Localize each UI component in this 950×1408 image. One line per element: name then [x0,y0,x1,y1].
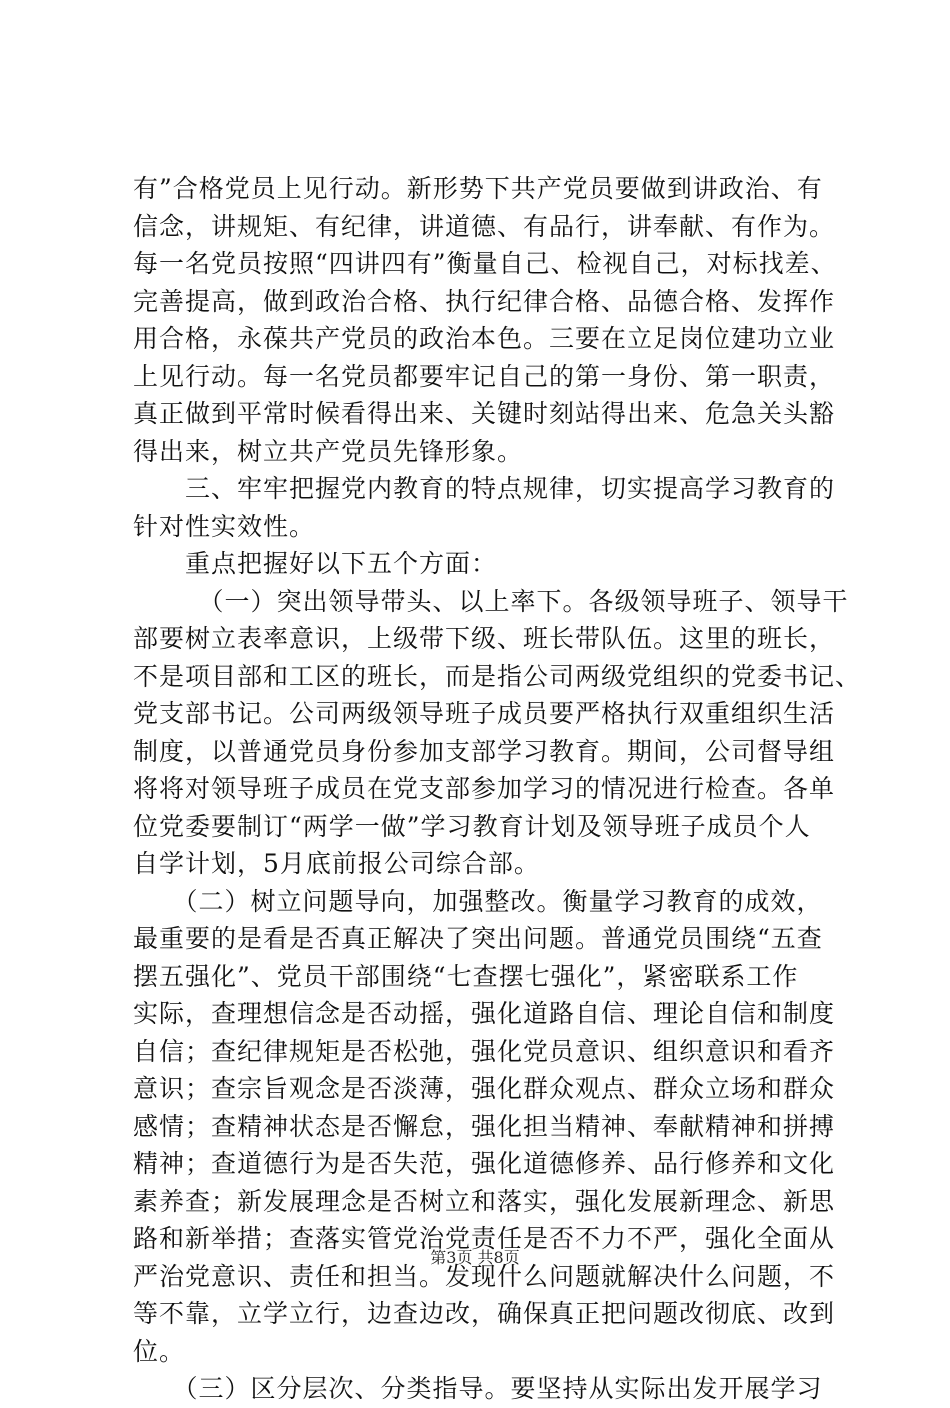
text-line: 真正做到平常时候看得出来、关键时刻站得出来、危急关头豁 [133,399,836,428]
text-line: 感情；查精神状态是否懈怠，强化担当精神、奉献精神和拼搏 [133,1111,836,1141]
text-line: 实际，查理想信念是否动摇，强化道路自信、理论自信和制度 [133,999,836,1028]
text-line: 最重要的是看是否真正解决了突出问题。普通党员围绕“五查 [133,924,823,953]
document-body [133,170,862,1408]
text-line: 不是项目部和工区的班长，而是指公司两级党组织的党委书记、 [133,661,862,691]
text-line: 完善提高，做到政治合格、执行纪律合格、品德合格、发挥作 [133,286,836,316]
text-line: 路和新举措；查落实管党治党责任是否不力不严，强化全面从 [133,1224,836,1253]
text-line: 党支部书记。公司两级领导班子成员要严格执行双重组织生活 [133,699,836,728]
text-line: 等不靠，立学立行，边查边改，确保真正把问题改彻底、改到 [133,1299,836,1328]
text-line: 摆五强化”、党员干部围绕“七查摆七强化”，紧密联系工作 [133,961,799,991]
text-line: 三、牢牢把握党内教育的特点规律，切实提高学习教育的 [133,474,836,503]
page-footer: 第3页 共8页 [430,1248,520,1267]
text-line: 将将对领导班子成员在党支部参加学习的情况进行检查。各单 [133,774,836,803]
text-line: （二）树立问题导向，加强整改。衡量学习教育的成效， [133,886,823,916]
text-line: 每一名党员按照“四讲四有”衡量自己、检视自己，对标找差、 [133,249,837,278]
text-line: 得出来，树立共产党员先锋形象。 [133,436,524,466]
text-line: 信念，讲规矩、有纪律，讲道德、有品行，讲奉献、有作为。 [133,211,836,241]
text-line: 用合格，永葆共产党员的政治本色。三要在立足岗位建功立业 [133,324,836,353]
text-line: 重点把握好以下五个方面： [133,549,498,578]
text-line: 素养查；新发展理念是否树立和落实，强化发展新理念、新思 [133,1186,836,1216]
text-line: 自学计划，5月底前报公司综合部。 [133,849,540,878]
text-line: 意识；查宗旨观念是否淡薄，强化群众观点、群众立场和群众 [133,1074,836,1103]
text-line: 位党委要制订“两学一做”学习教育计划及领导班子成员个人 [133,811,811,841]
text-line: （一）突出领导带头、以上率下。各级领导班子、领导干 [133,586,849,616]
text-line: 严治党意识、责任和担当。发现什么问题就解决什么问题，不 [133,1261,836,1291]
text-line: 精神；查道德行为是否失范，强化道德修养、品行修养和文化 [133,1149,836,1178]
text-line: 上见行动。每一名党员都要牢记自己的第一身份、第一职责， [133,361,836,391]
text-line: （三）区分层次、分类指导。要坚持从实际出发开展学习 [133,1374,823,1403]
text-line: 自信；查纪律规矩是否松弛，强化党员意识、组织意识和看齐 [133,1036,836,1066]
text-line: 部要树立表率意识，上级带下级、班长带队伍。这里的班长， [133,624,836,653]
text-line: 制度，以普通党员身份参加支部学习教育。期间，公司督导组 [133,736,836,766]
text-line: 针对性实效性。 [133,511,316,541]
text-line: 位。 [133,1336,186,1366]
text-line: 有”合格党员上见行动。新形势下共产党员要做到讲政治、有 [133,174,823,203]
